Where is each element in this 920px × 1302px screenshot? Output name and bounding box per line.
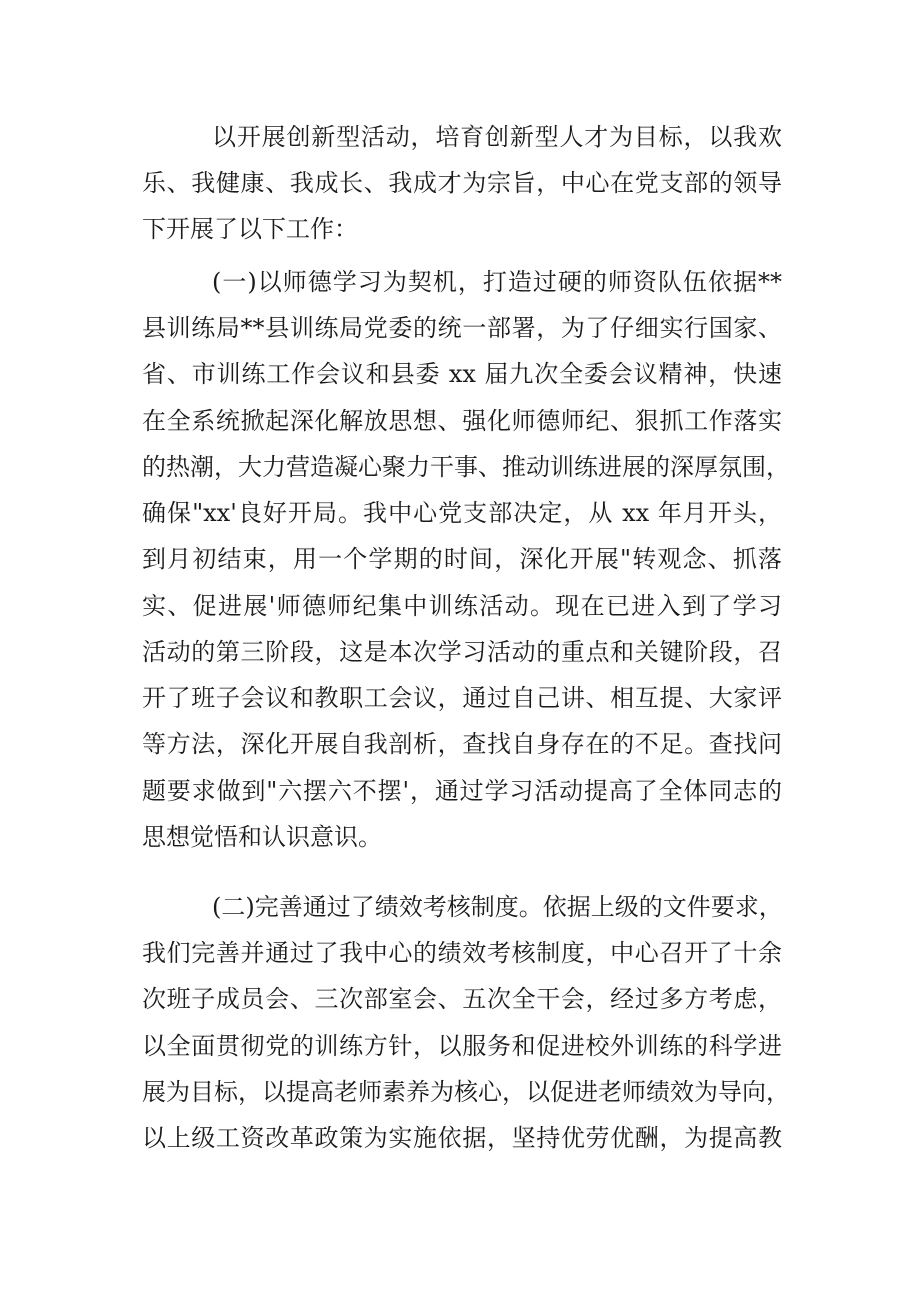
paragraph-2-line-4: 在全系统掀起深化解放思想、强化师德师纪、狠抓工作落实 <box>142 407 782 435</box>
paragraph-3-line-6: 以上级工资改革政策为实施依据，坚持优劳优酬，为提高教 <box>142 1124 782 1152</box>
paragraph-3-line-4: 以全面贯彻党的训练方针，以服务和促进校外训练的科学进 <box>142 1032 782 1060</box>
paragraph-1-line-1: 以开展创新型活动，培育创新型人才为目标，以我欢 <box>212 123 782 151</box>
paragraph-2-line-8: 实、促进展'师德师纪集中训练活动。现在已进入到了学习 <box>142 592 782 620</box>
paragraph-2-line-7: 到月初结束，用一个学期的时间，深化开展"转观念、抓落 <box>142 545 782 573</box>
paragraph-3-line-5: 展为目标，以提高老师素养为核心，以促进老师绩效为导向， <box>142 1078 790 1106</box>
paragraph-1-line-3: 下开展了以下工作： <box>142 215 358 243</box>
paragraph-3-line-1: (二)完善通过了绩效考核制度。依据上级的文件要求， <box>212 893 783 921</box>
paragraph-2-line-12: 题要求做到"六摆六不摆'，通过学习活动提高了全体同志的 <box>142 777 782 805</box>
paragraph-2-line-2: 县训练局**县训练局党委的统一部署，为了仔细实行国家、 <box>142 314 782 342</box>
paragraph-2-line-9: 活动的第三阶段，这是本次学习活动的重点和关键阶段，召 <box>142 638 782 666</box>
paragraph-2-line-13: 思想觉悟和认识意识。 <box>142 823 382 851</box>
paragraph-2-line-3: 省、市训练工作会议和县委 xx 届九次全委会议精神，快速 <box>142 360 782 388</box>
paragraph-1-line-2: 乐、我健康、我成长、我成才为宗旨，中心在党支部的领导 <box>142 169 782 197</box>
paragraph-3-line-2: 我们完善并通过了我中心的绩效考核制度，中心召开了十余 <box>142 939 782 967</box>
paragraph-2-line-6: 确保"xx'良好开局。我中心党支部决定，从 xx 年月开头， <box>142 499 782 527</box>
paragraph-2-line-5: 的热潮，大力营造凝心聚力干事、推动训练进展的深厚氛围， <box>142 453 790 481</box>
paragraph-2-line-10: 开了班子会议和教职工会议，通过自己讲、相互提、大家评 <box>142 684 782 712</box>
paragraph-3-line-3: 次班子成员会、三次部室会、五次全干会，经过多方考虑， <box>142 985 782 1013</box>
paragraph-2-line-1: (一)以师德学习为契机，打造过硬的师资队伍依据** <box>212 268 782 296</box>
paragraph-2-line-11: 等方法，深化开展自我剖析，查找自身存在的不足。查找问 <box>142 730 782 758</box>
